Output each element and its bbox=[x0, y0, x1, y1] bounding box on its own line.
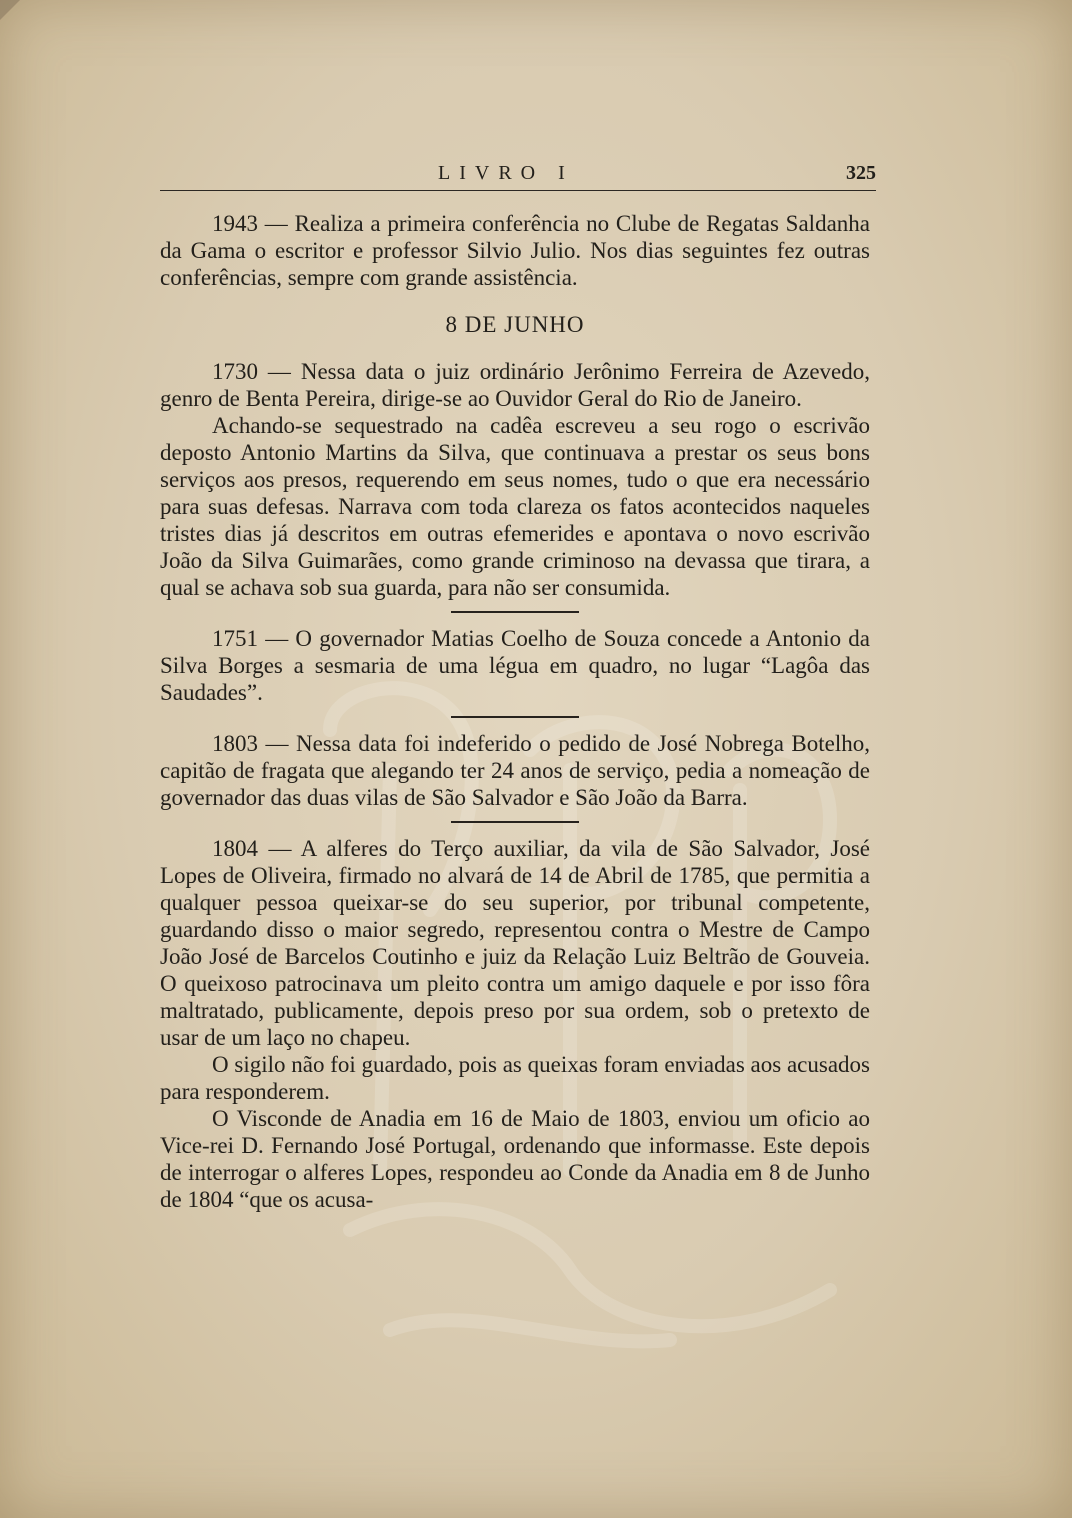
page-corner-mark bbox=[0, 0, 20, 20]
separator-rule bbox=[451, 611, 579, 613]
entry-1751: 1751 — O governador Matias Coelho de Souza concede a Antonio da Silva Borges a sesmaria de uma légua em quadro, no lugar “Lagôa das Saudades”. bbox=[160, 626, 870, 705]
entry-1730: 1730 — Nessa data o juiz ordinário Jerônimo Ferreira de Azevedo, genro de Benta Pereira, dirige-se ao Ouvidor Geral do Rio de Janeiro. bbox=[160, 359, 870, 411]
page-number: 325 bbox=[846, 162, 876, 184]
entry-1804-continued: O sigilo não foi guardado, pois as queixas foram enviadas aos acusados para responderem. bbox=[160, 1052, 870, 1104]
running-head bbox=[160, 160, 876, 190]
entry-1804: 1804 — A alferes do Terço auxiliar, da vila de São Salvador, José Lopes de Oliveira, firmado no alvará de 14 de Abril de 1785, que permitia a qualquer pessoa queixar-se do seu superior, por tribunal competente, guardando disso o maior segredo, representou contra o Mestre de Campo João José de Barcelos Coutinho e juiz da Relação Luiz Beltrão de Gouveia. O queixoso patrocinava um pleito contra um amigo daquele e por isso fôra maltratado, publicamente, depois preso por sua ordem, sob o pretexto de usar de um laço no chapeu. bbox=[160, 836, 870, 1050]
running-head-title: LIVRO I bbox=[438, 162, 574, 184]
entry-1943: 1943 — Realiza a primeira conferência no Clube de Regatas Saldanha da Gama o escritor e professor Silvio Julio. Nos dias seguintes fez outras conferências, sempre com grande assistência. bbox=[160, 211, 870, 290]
separator-rule bbox=[451, 716, 579, 718]
entry-1730-continued: Achando-se sequestrado na cadêa escreveu a seu rogo o escrivão deposto Antonio Martins da Silva, que continuava a prestar os seus bons serviços aos presos, requerendo em seus nomes, tudo o que era necessário para suas defesas. Narrava com toda clareza os fatos acontecidos naqueles tristes dias já descritos em outras efemerides e apontava o novo escrivão João da Silva Guimarães, como grande criminoso na devassa que tirara, a qual se achava sob sua guarda, para não ser consumida. bbox=[160, 413, 870, 600]
entry-1804-continued: O Visconde de Anadia em 16 de Maio de 1803, enviou um oficio ao Vice-rei D. Fernando José Portugal, ordenando que informasse. Este depois de interrogar o alferes Lopes, respondeu ao Conde da Anadia em 8 de Junho de 1804 “que os acusa- bbox=[160, 1106, 870, 1212]
header-rule bbox=[160, 190, 876, 191]
entry-1803: 1803 — Nessa data foi indeferido o pedido de José Nobrega Botelho, capitão de fragata que alegando ter 24 anos de serviço, pedia a nomeação de governador das duas vilas de São Salvador e São João da Barra. bbox=[160, 731, 870, 810]
separator-rule bbox=[451, 821, 579, 823]
section-heading: 8 DE JUNHO bbox=[445, 312, 585, 337]
body-text bbox=[160, 210, 870, 1213]
